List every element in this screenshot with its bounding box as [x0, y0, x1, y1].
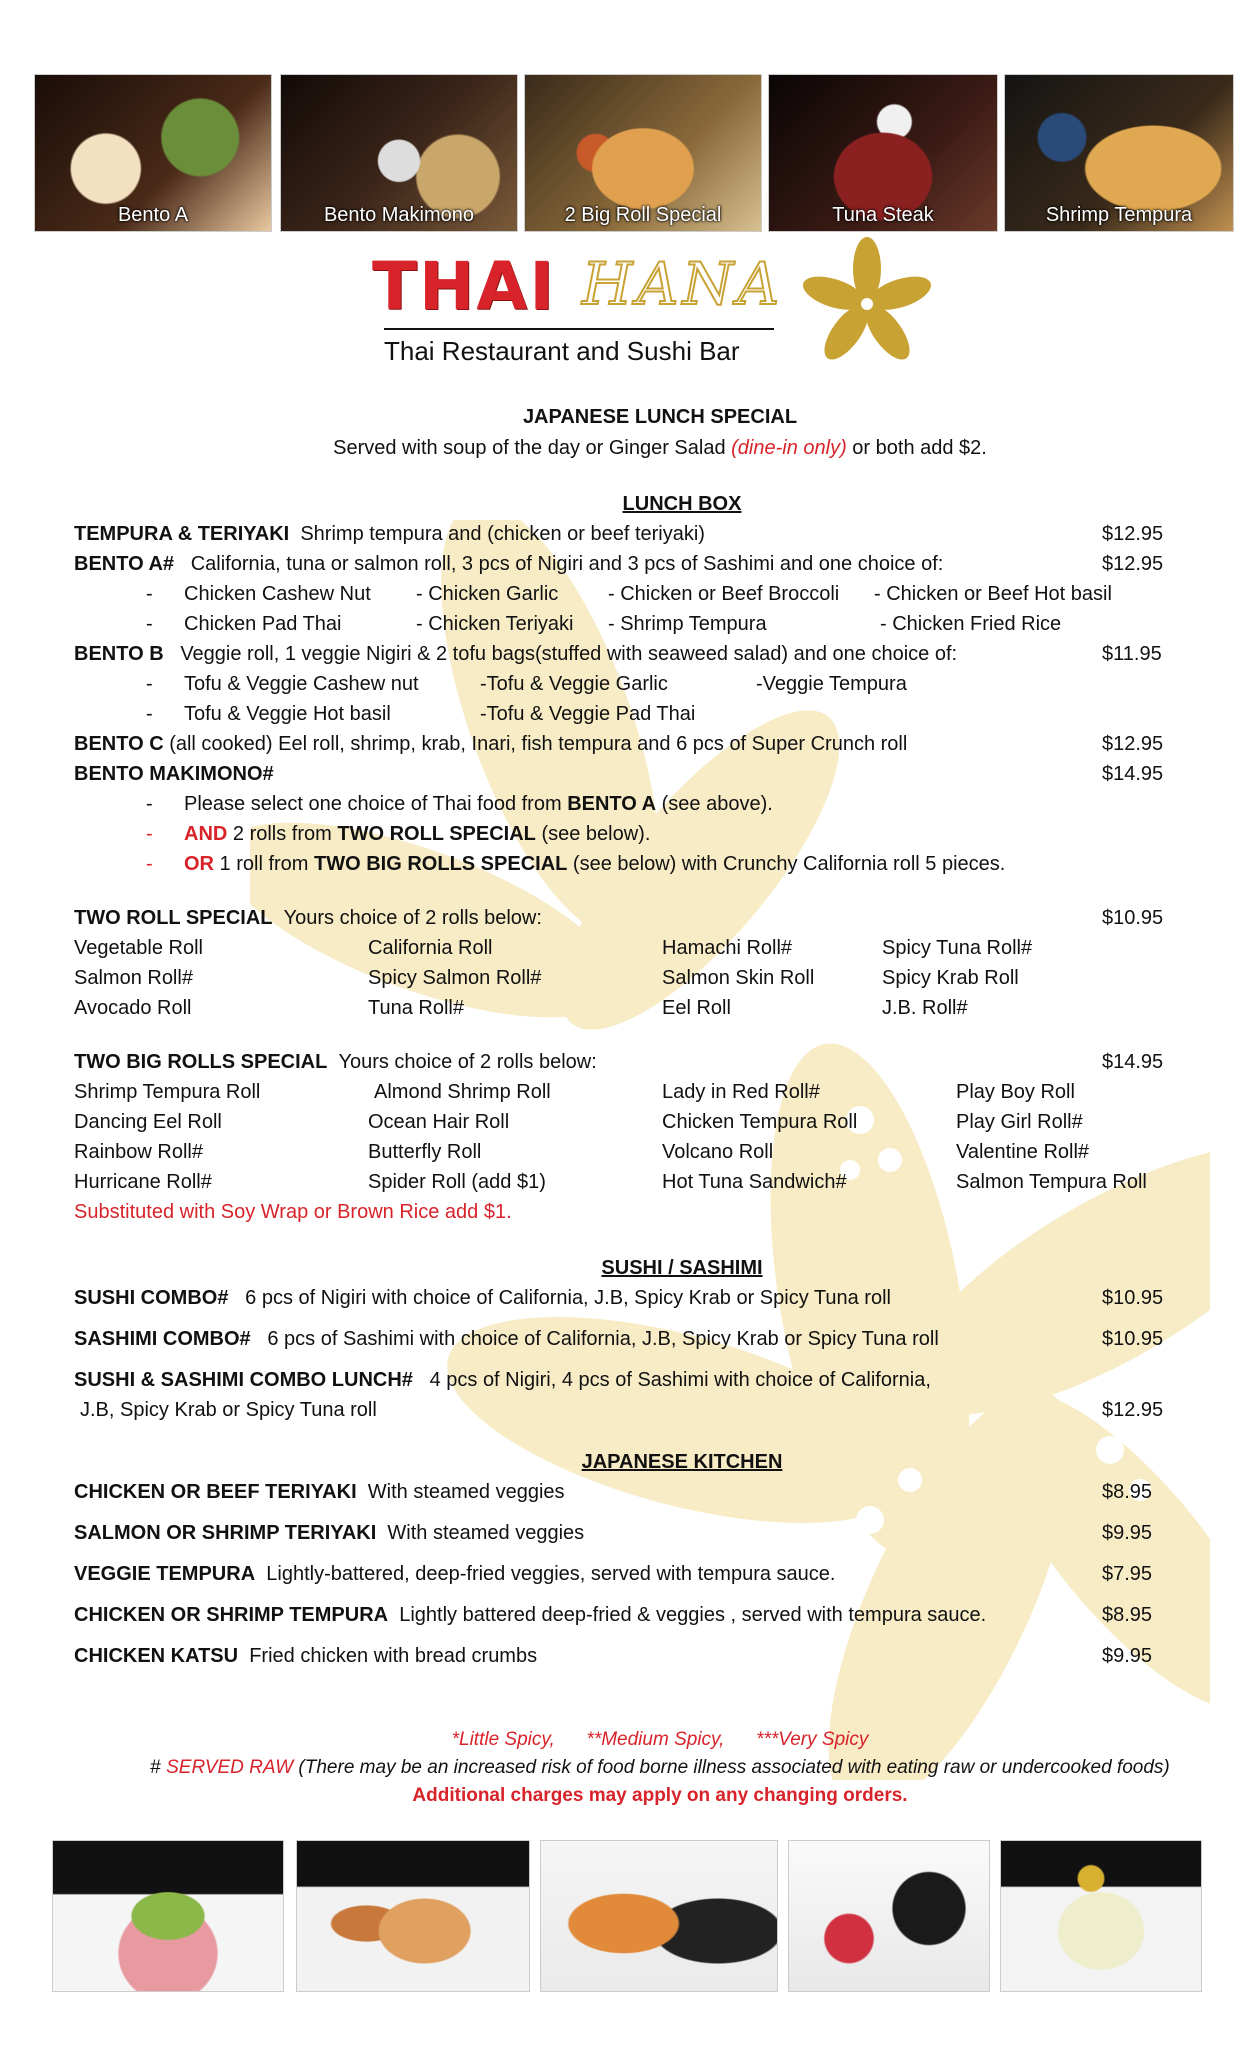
roll-item: Salmon Skin Roll [662, 967, 815, 989]
item-price: $9.95 [1102, 1522, 1153, 1544]
menu-item-kitchen [74, 1521, 584, 1545]
item-price: $12.95 [1102, 553, 1164, 575]
step-text: Please select one choice of Thai food from [184, 793, 568, 815]
served-dine-in-note: (dine-in only) [731, 437, 847, 459]
step-text: (see above). [656, 793, 773, 815]
step-red: AND [184, 823, 228, 845]
item-desc: Lightly battered deep-fried & veggies , served with tempura sauce. [399, 1604, 987, 1626]
raw-desc: (There may be an increased risk of food borne illness associated with eating raw or undercooked foods) [293, 1757, 1170, 1778]
step-bold: TWO ROLL SPECIAL [337, 823, 536, 845]
item-desc: With steamed veggies [387, 1522, 585, 1544]
item-desc: 6 pcs of Sashimi with choice of California, J.B, Spicy Krab or Spicy Tuna roll [267, 1328, 939, 1350]
item-price: $14.95 [1102, 763, 1164, 785]
option: - Chicken Teriyaki [416, 613, 574, 635]
item-price: $8.95 [1102, 1481, 1153, 1503]
roll-item: Volcano Roll [662, 1141, 774, 1163]
menu-item-tempura-teriyaki [74, 522, 705, 546]
photo-bottom-roll-5 [1000, 1840, 1202, 1992]
item-name: SUSHI & SASHIMI COMBO LUNCH# [74, 1369, 413, 1391]
sushi-heading: SUSHI / SASHIMI [601, 1257, 763, 1279]
logo-hana: HANA [582, 250, 784, 318]
roll-item: Avocado Roll [74, 997, 192, 1019]
roll-item: Hot Tuna Sandwich# [662, 1171, 847, 1193]
logo-subtitle: Thai Restaurant and Sushi Bar [384, 336, 740, 366]
photo-bento-makimono [280, 74, 518, 232]
item-price: $10.95 [1102, 1287, 1164, 1309]
photo-caption: Bento A [117, 204, 189, 226]
option: -Tofu & Veggie Garlic [480, 673, 668, 695]
item-name: BENTO A# [74, 553, 175, 575]
item-name: CHICKEN OR BEEF TERIYAKI [74, 1481, 357, 1503]
menu-item-kitchen [74, 1644, 537, 1668]
roll-item: Spider Roll (add $1) [368, 1171, 546, 1193]
item-name: CHICKEN OR SHRIMP TEMPURA [74, 1604, 389, 1626]
lunch-box-heading: LUNCH BOX [622, 493, 742, 515]
option: Chicken Cashew Nut [184, 583, 371, 605]
photo-big-roll-special [524, 74, 762, 232]
roll-item: Play Girl Roll# [956, 1111, 1083, 1133]
option: -Veggie Tempura [756, 673, 907, 695]
step-text: 2 rolls from [227, 823, 338, 845]
flower-logo-icon [792, 234, 942, 374]
option: - Chicken or Beef Broccoli [608, 583, 840, 605]
logo-rule [384, 328, 774, 330]
roll-item: Salmon Tempura Roll [956, 1171, 1147, 1193]
photo-bottom-roll-2 [296, 1840, 530, 1992]
photo-bottom-roll-3 [540, 1840, 778, 1992]
item-price: $12.95 [1102, 1399, 1164, 1421]
section-price: $10.95 [1102, 907, 1164, 929]
item-price: $11.95 [1102, 643, 1162, 665]
menu-item-kitchen [74, 1603, 986, 1627]
photo-tuna-steak [768, 74, 998, 232]
item-desc: With steamed veggies [367, 1481, 565, 1503]
logo [372, 246, 972, 376]
menu-item-kitchen [74, 1562, 835, 1586]
makimono-step-3 [184, 852, 1005, 876]
item-desc: (all cooked) Eel roll, shrimp, krab, Inari, fish tempura and 6 pcs of Super Crunch roll [169, 733, 908, 755]
roll-item: Rainbow Roll# [74, 1141, 203, 1163]
makimono-bullet: - [146, 823, 153, 845]
item-price: $8.95 [1102, 1604, 1153, 1626]
step-text: (see below). [535, 823, 651, 845]
roll-item: Spicy Tuna Roll# [882, 937, 1033, 959]
roll-item: Ocean Hair Roll [368, 1111, 510, 1133]
roll-item: Vegetable Roll [74, 937, 203, 959]
menu-item-sushi-combo [74, 1286, 891, 1310]
photo-bento-a [34, 74, 272, 232]
bento-a-bullet: - [146, 583, 153, 605]
step-bold: TWO BIG ROLLS SPECIAL [314, 853, 568, 875]
roll-item: Valentine Roll# [956, 1141, 1090, 1163]
option: - Chicken Garlic [416, 583, 559, 605]
item-name: CHICKEN KATSU [74, 1645, 239, 1667]
section-desc: Yours choice of 2 rolls below: [338, 1051, 597, 1073]
makimono-step-2 [184, 822, 650, 846]
item-desc: California, tuna or salmon roll, 3 pcs of Nigiri and 3 pcs of Sashimi and one choice of: [190, 553, 944, 575]
bento-b-bullet: - [146, 673, 153, 695]
makimono-step-1 [184, 792, 773, 816]
photo-caption: Bento Makimono [323, 204, 475, 226]
item-desc: Shrimp tempura and (chicken or beef teriyaki) [300, 523, 705, 545]
option: Tofu & Veggie Hot basil [184, 703, 391, 725]
item-name: TEMPURA & TERIYAKI [74, 523, 290, 545]
item-desc: Fried chicken with bread crumbs [249, 1645, 538, 1667]
option: - Chicken or Beef Hot basil [874, 583, 1112, 605]
photo-caption: Tuna Steak [832, 204, 934, 226]
item-desc: Lightly-battered, deep-fried veggies, served with tempura sauce. [266, 1563, 836, 1585]
menu-item-kitchen [74, 1480, 565, 1504]
roll-item: Play Boy Roll [956, 1081, 1075, 1103]
item-name: SUSHI COMBO# [74, 1287, 229, 1309]
lunch-special-title: JAPANESE LUNCH SPECIAL [522, 406, 798, 428]
roll-item: Salmon Roll# [74, 967, 193, 989]
roll-item: Lady in Red Roll# [662, 1081, 820, 1103]
step-bold: BENTO A [567, 793, 657, 815]
item-desc-cont: J.B, Spicy Krab or Spicy Tuna roll [80, 1399, 377, 1421]
option: -Tofu & Veggie Pad Thai [480, 703, 696, 725]
item-price: $12.95 [1102, 733, 1164, 755]
item-name: SALMON OR SHRIMP TERIYAKI [74, 1522, 377, 1544]
roll-item: Hamachi Roll# [662, 937, 793, 959]
photo-bottom-roll-4 [788, 1840, 990, 1992]
menu-item-bento-b [74, 642, 957, 666]
lunch-special-served [0, 436, 1243, 460]
item-desc: 4 pcs of Nigiri, 4 pcs of Sashimi with choice of California, [429, 1369, 931, 1391]
item-price: $10.95 [1102, 1328, 1164, 1350]
logo-thai: THAI [372, 248, 556, 325]
menu-item-bento-makimono: BENTO MAKIMONO# [74, 763, 274, 785]
item-price: $7.95 [1102, 1563, 1153, 1585]
roll-item: J.B. Roll# [882, 997, 968, 1019]
item-price: $12.95 [1102, 523, 1164, 545]
served-pre: Served with soup of the day or Ginger Salad [333, 437, 732, 459]
makimono-bullet: - [146, 853, 153, 875]
item-name: VEGGIE TEMPURA [74, 1563, 256, 1585]
served-post: or both add $2. [846, 437, 987, 459]
two-big-rolls-header [74, 1050, 597, 1074]
kitchen-heading: JAPANESE KITCHEN [581, 1451, 783, 1473]
roll-item: Almond Shrimp Roll [374, 1081, 551, 1103]
roll-item: Butterfly Roll [368, 1141, 482, 1163]
item-desc: 6 pcs of Nigiri with choice of California, J.B, Spicy Krab or Spicy Tuna roll [245, 1287, 891, 1309]
substitution-note: Substituted with Soy Wrap or Brown Rice add $1. [74, 1201, 512, 1223]
item-name: BENTO B [74, 643, 164, 665]
step-red: OR [184, 853, 214, 875]
photo-caption: Shrimp Tempura [1045, 204, 1193, 226]
roll-item: Eel Roll [662, 997, 731, 1019]
menu-item-bento-c [74, 732, 907, 756]
item-name: BENTO C [74, 733, 164, 755]
additional-charges: Additional charges may apply on any changing orders. [412, 1785, 908, 1806]
item-price: $9.95 [1102, 1645, 1153, 1667]
roll-item: Shrimp Tempura Roll [74, 1081, 261, 1103]
roll-item: Dancing Eel Roll [74, 1111, 222, 1133]
menu-item-sushi-sashimi-combo [74, 1368, 931, 1392]
roll-item: Spicy Krab Roll [882, 967, 1019, 989]
roll-item: Chicken Tempura Roll [662, 1111, 858, 1133]
roll-item: California Roll [368, 937, 493, 959]
makimono-bullet: - [146, 793, 153, 815]
roll-item: Tuna Roll# [368, 997, 464, 1019]
bento-b-bullet: - [146, 703, 153, 725]
raw-label: SERVED RAW [166, 1757, 294, 1778]
raw-hash: # [150, 1757, 167, 1778]
option: Tofu & Veggie Cashew nut [184, 673, 419, 695]
photo-caption: 2 Big Roll Special [564, 204, 722, 226]
two-roll-special-header [74, 906, 542, 930]
item-desc: Veggie roll, 1 veggie Nigiri & 2 tofu bags(stuffed with seaweed salad) and one choice of: [180, 643, 958, 665]
section-price: $14.95 [1102, 1051, 1164, 1073]
raw-warning [0, 1756, 1243, 1780]
option: - Shrimp Tempura [608, 613, 767, 635]
option: - Chicken Fried Rice [880, 613, 1062, 635]
menu-item-sashimi-combo [74, 1327, 939, 1351]
step-text: 1 roll from [214, 853, 315, 875]
section-name: TWO ROLL SPECIAL [74, 907, 273, 929]
bento-a-bullet: - [146, 613, 153, 635]
roll-item: Hurricane Roll# [74, 1171, 212, 1193]
section-name: TWO BIG ROLLS SPECIAL [74, 1051, 328, 1073]
spicy-legend: *Little Spicy, **Medium Spicy, ***Very Spicy [451, 1729, 869, 1750]
step-text: (see below) with Crunchy California roll 5 pieces. [567, 853, 1006, 875]
section-desc: Yours choice of 2 rolls below: [283, 907, 542, 929]
photo-bottom-roll-1 [52, 1840, 284, 1992]
option: Chicken Pad Thai [184, 613, 342, 635]
item-name: SASHIMI COMBO# [74, 1328, 251, 1350]
roll-item: Spicy Salmon Roll# [368, 967, 542, 989]
photo-shrimp-tempura [1004, 74, 1234, 232]
menu-item-bento-a [74, 552, 943, 576]
